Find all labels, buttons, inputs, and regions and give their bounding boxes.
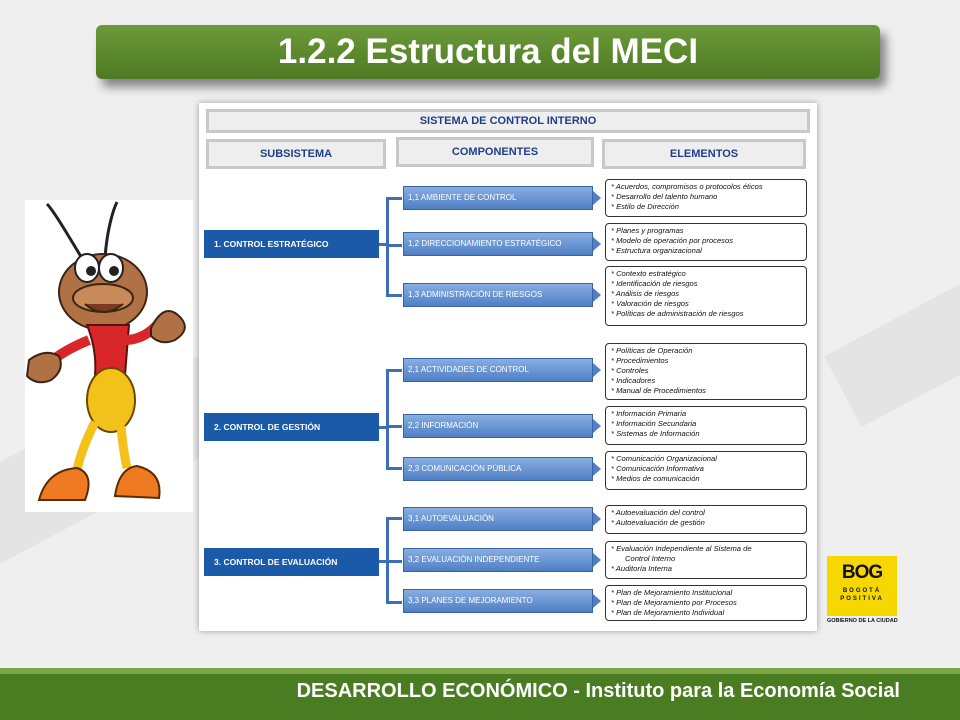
component-autoevaluacion: 3,1 AUTOEVALUACIÓN bbox=[403, 507, 593, 531]
connector-line bbox=[386, 197, 402, 200]
subsystem-control-gestion: 2. CONTROL DE GESTIÓN bbox=[204, 413, 379, 441]
component-planes-de-mejoramiento: 3,3 PLANES DE MEJORAMIENTO bbox=[403, 589, 593, 613]
element-item: * Autoevaluación del control bbox=[611, 508, 705, 517]
elements-autoevaluacion bbox=[605, 505, 807, 534]
component-direccionamiento-estrategico: 1,2 DIRECCIONAMIENTO ESTRATÉGICO bbox=[403, 232, 593, 256]
elements-comunicacion-publica bbox=[605, 451, 807, 490]
element-item: * Plan de Mejoramiento Individual bbox=[611, 608, 725, 617]
element-item: * Valoración de riesgos bbox=[611, 299, 689, 308]
element-item: * Estructura organizacional bbox=[611, 246, 702, 255]
subsystem-control-estrategico: 1. CONTROL ESTRATÉGICO bbox=[204, 230, 379, 258]
element-item: Control Interno bbox=[625, 554, 676, 563]
element-item: * Contexto estratégico bbox=[611, 269, 686, 278]
element-item: * Planes y programas bbox=[611, 226, 684, 235]
elements-evaluacion-independiente bbox=[605, 541, 807, 579]
element-item: * Manual de Procedimientos bbox=[611, 386, 706, 395]
element-item: * Estilo de Dirección bbox=[611, 202, 679, 211]
header-elementos: ELEMENTOS bbox=[602, 139, 806, 169]
element-item: * Desarrollo del talento humano bbox=[611, 192, 718, 201]
logo-background bbox=[827, 556, 897, 616]
element-item: * Análisis de riesgos bbox=[611, 289, 680, 298]
component-administracion-de-riesgos: 1,3 ADMINISTRACIÓN DE RIESGOS bbox=[403, 283, 593, 307]
meci-structure-diagram bbox=[199, 103, 817, 631]
element-item: * Autoevaluación de gestión bbox=[611, 518, 705, 527]
header-subsistema: SUBSISTEMA bbox=[206, 139, 386, 169]
footer-text: DESARROLLO ECONÓMICO - Instituto para la Economía Social bbox=[296, 680, 900, 702]
elements-informacion bbox=[605, 406, 807, 445]
element-item: * Identificación de riesgos bbox=[611, 279, 698, 288]
component-actividades-de-control: 2,1 ACTIVIDADES DE CONTROL bbox=[403, 358, 593, 382]
element-item: * Modelo de operación por procesos bbox=[611, 236, 733, 245]
element-item: * Evaluación Independiente al Sistema de bbox=[611, 544, 752, 553]
element-item: * Políticas de Operación bbox=[611, 346, 693, 355]
element-item: * Indicadores bbox=[611, 376, 656, 385]
logo-sub-text bbox=[827, 587, 897, 603]
connector-line bbox=[386, 601, 402, 604]
header-componentes: COMPONENTES bbox=[396, 137, 594, 167]
component-evaluacion-independiente: 3,2 EVALUACIÓN INDEPENDIENTE bbox=[403, 548, 593, 572]
element-item: * Plan de Mejoramiento Institucional bbox=[611, 588, 733, 597]
elements-planes-de-mejoramiento bbox=[605, 585, 807, 621]
connector-line bbox=[386, 517, 402, 520]
element-item: * Medios de comunicación bbox=[611, 474, 700, 483]
element-item: * Auditoría Interna bbox=[611, 564, 672, 573]
connector-line bbox=[386, 560, 402, 563]
footer-bar bbox=[0, 668, 960, 720]
slide-title: 1.2.2 Estructura del MECI bbox=[96, 25, 880, 79]
element-item: * Plan de Mejoramiento por Procesos bbox=[611, 598, 737, 607]
element-item: * Comunicación Organizacional bbox=[611, 454, 717, 463]
bogota-positiva-logo bbox=[827, 556, 897, 630]
elements-ambiente-de-control bbox=[605, 179, 807, 217]
component-informacion: 2,2 INFORMACIÓN bbox=[403, 414, 593, 438]
element-item: * Controles bbox=[611, 366, 649, 375]
elements-direccionamiento-estrategico bbox=[605, 223, 807, 261]
component-comunicacion-publica: 2,3 COMUNICACIÓN PÚBLICA bbox=[403, 457, 593, 481]
connector-line bbox=[386, 467, 402, 470]
elements-administracion-de-riesgos bbox=[605, 266, 807, 326]
element-item: * Información Primaria bbox=[611, 409, 687, 418]
logo-tagline: GOBIERNO DE LA CIUDAD bbox=[827, 618, 898, 624]
subsystem-control-evaluacion: 3. CONTROL DE EVALUACIÓN bbox=[204, 548, 379, 576]
logo-sub-line: BOGOTÁ bbox=[842, 588, 882, 594]
connector-line bbox=[386, 369, 389, 470]
connector-line bbox=[386, 425, 402, 428]
component-ambiente-de-control: 1,1 AMBIENTE DE CONTROL bbox=[403, 186, 593, 210]
element-item: * Políticas de administración de riesgos bbox=[611, 309, 744, 318]
ant-mascot-illustration bbox=[25, 200, 193, 512]
element-item: * Información Secundaria bbox=[611, 419, 697, 428]
diagram-title: SISTEMA DE CONTROL INTERNO bbox=[206, 109, 810, 133]
element-item: * Procedimientos bbox=[611, 356, 669, 365]
element-item: * Comunicación Informativa bbox=[611, 464, 704, 473]
connector-line bbox=[386, 369, 402, 372]
logo-sub-line: POSITIVA bbox=[840, 596, 884, 602]
connector-line bbox=[386, 294, 402, 297]
background-shape bbox=[824, 253, 960, 427]
elements-actividades-de-control bbox=[605, 343, 807, 400]
connector-line bbox=[386, 244, 402, 247]
element-item: * Acuerdos, compromisos o protocolos éticos bbox=[611, 182, 763, 191]
connector-line bbox=[386, 197, 389, 297]
logo-main-text: BOG bbox=[841, 562, 883, 583]
footer-accent-band bbox=[0, 668, 960, 674]
element-item: * Sistemas de Información bbox=[611, 429, 700, 438]
